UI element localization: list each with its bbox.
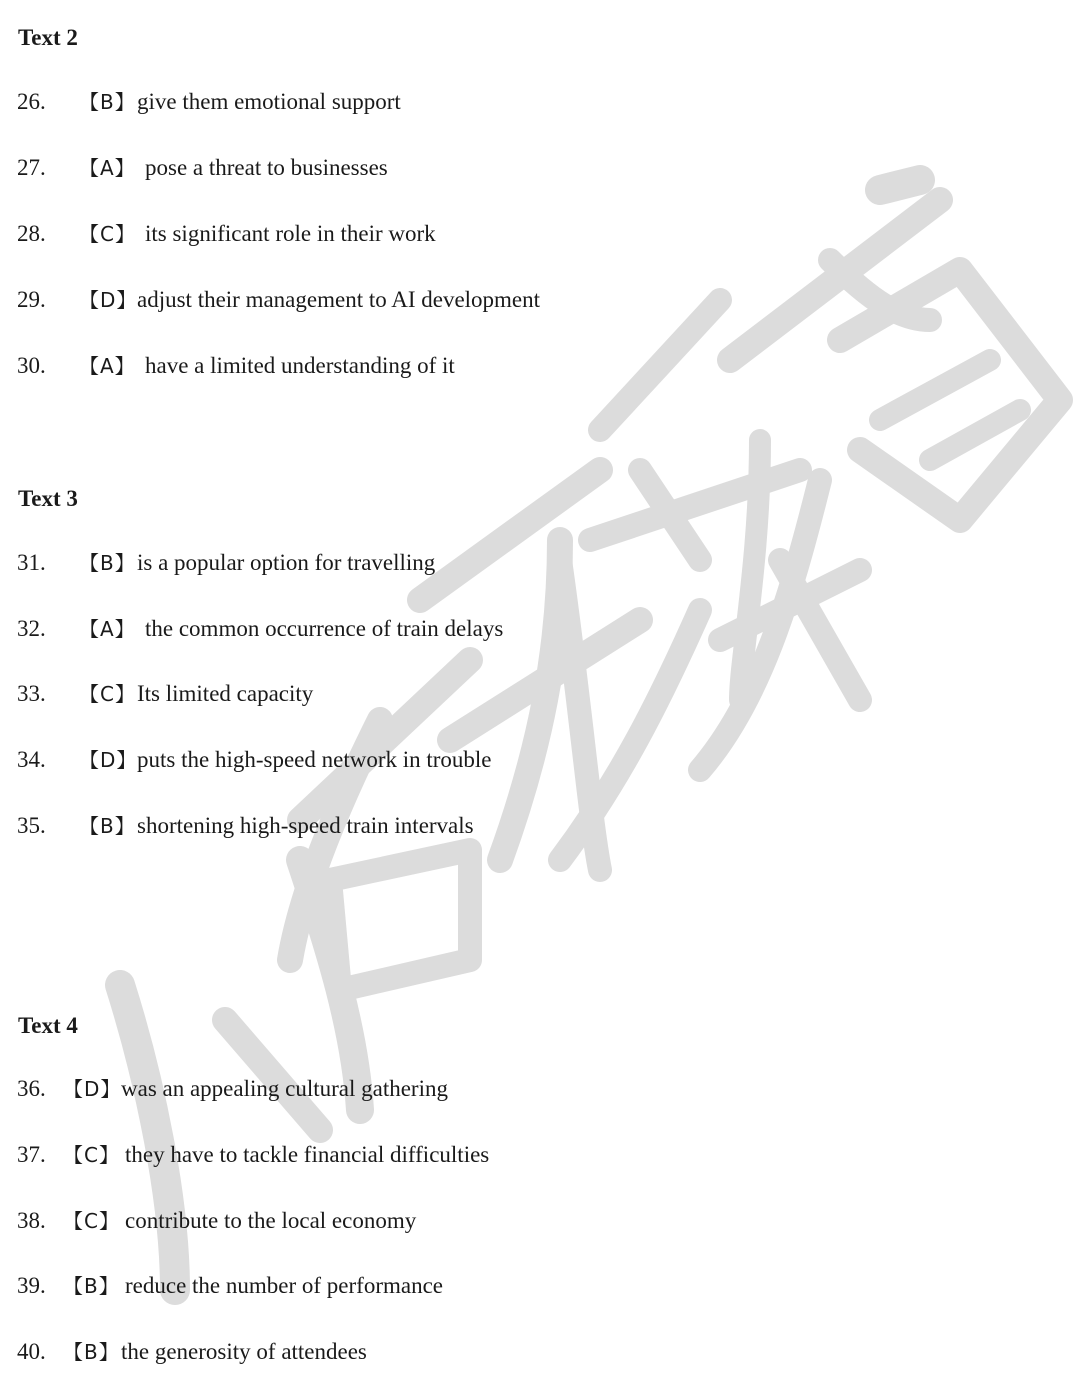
question-number: 38. (17, 1208, 46, 1233)
answer-text: adjust their management to AI development (137, 287, 541, 312)
question-number: 33. (17, 681, 46, 706)
section-title-text-4: Text 4 (18, 1013, 78, 1038)
answer-letter: 【B】 (79, 551, 136, 575)
question-number: 32. (17, 616, 46, 641)
answer-letter: 【C】 (63, 1143, 120, 1167)
answer-text: the generosity of attendees (121, 1339, 367, 1364)
answer-text: its significant role in their work (145, 221, 436, 246)
answer-item-39 (17, 1272, 443, 1300)
answer-letter: 【A】 (79, 156, 136, 180)
answer-item-32 (17, 615, 503, 643)
answer-letter: 【B】 (63, 1340, 120, 1364)
answer-text: contribute to the local economy (125, 1208, 417, 1233)
answer-item-26 (17, 88, 401, 116)
answer-text: puts the high-speed network in trouble (137, 747, 492, 772)
section-title-text-2: Text 2 (18, 25, 78, 50)
answer-letter: 【D】 (79, 288, 138, 312)
answer-item-36 (17, 1075, 448, 1103)
answer-text: reduce the number of performance (125, 1273, 444, 1298)
answer-letter: 【C】 (79, 222, 136, 246)
question-number: 40. (17, 1339, 46, 1364)
answer-text: have a limited understanding of it (145, 353, 455, 378)
answer-item-29 (17, 286, 540, 314)
answer-item-37 (17, 1141, 489, 1169)
question-number: 31. (17, 550, 46, 575)
answer-letter: 【B】 (79, 814, 136, 838)
question-number: 26. (17, 89, 46, 114)
answer-letter: 【B】 (79, 90, 136, 114)
answer-item-34 (17, 746, 492, 774)
answer-letter: 【D】 (79, 748, 138, 772)
answer-letter: 【A】 (79, 354, 136, 378)
answer-item-40 (17, 1338, 367, 1366)
answer-item-38 (17, 1207, 416, 1235)
answer-item-31 (17, 549, 435, 577)
answer-text: give them emotional support (137, 89, 401, 114)
question-number: 27. (17, 155, 46, 180)
section-title-text-3: Text 3 (18, 486, 78, 511)
answer-text: was an appealing cultural gathering (121, 1076, 448, 1101)
question-number: 39. (17, 1273, 46, 1298)
answer-text: Its limited capacity (137, 681, 314, 706)
question-number: 34. (17, 747, 46, 772)
question-number: 28. (17, 221, 46, 246)
answer-letter: 【B】 (63, 1274, 120, 1298)
question-number: 36. (17, 1076, 46, 1101)
answer-text: the common occurrence of train delays (145, 616, 504, 641)
answer-item-30 (17, 352, 455, 380)
answer-letter: 【C】 (79, 682, 136, 706)
answer-item-27 (17, 154, 388, 182)
answer-item-35 (17, 812, 474, 840)
question-number: 29. (17, 287, 46, 312)
answer-text: they have to tackle financial difficulties (125, 1142, 490, 1167)
answer-item-28 (17, 220, 436, 248)
answer-text: is a popular option for travelling (137, 550, 436, 575)
answer-letter: 【C】 (63, 1209, 120, 1233)
question-number: 37. (17, 1142, 46, 1167)
question-number: 35. (17, 813, 46, 838)
answer-letter: 【A】 (79, 617, 136, 641)
answer-item-33 (17, 680, 313, 708)
answer-letter: 【D】 (63, 1077, 122, 1101)
question-number: 30. (17, 353, 46, 378)
answer-text: shortening high-speed train intervals (137, 813, 474, 838)
answer-text: pose a threat to businesses (145, 155, 388, 180)
